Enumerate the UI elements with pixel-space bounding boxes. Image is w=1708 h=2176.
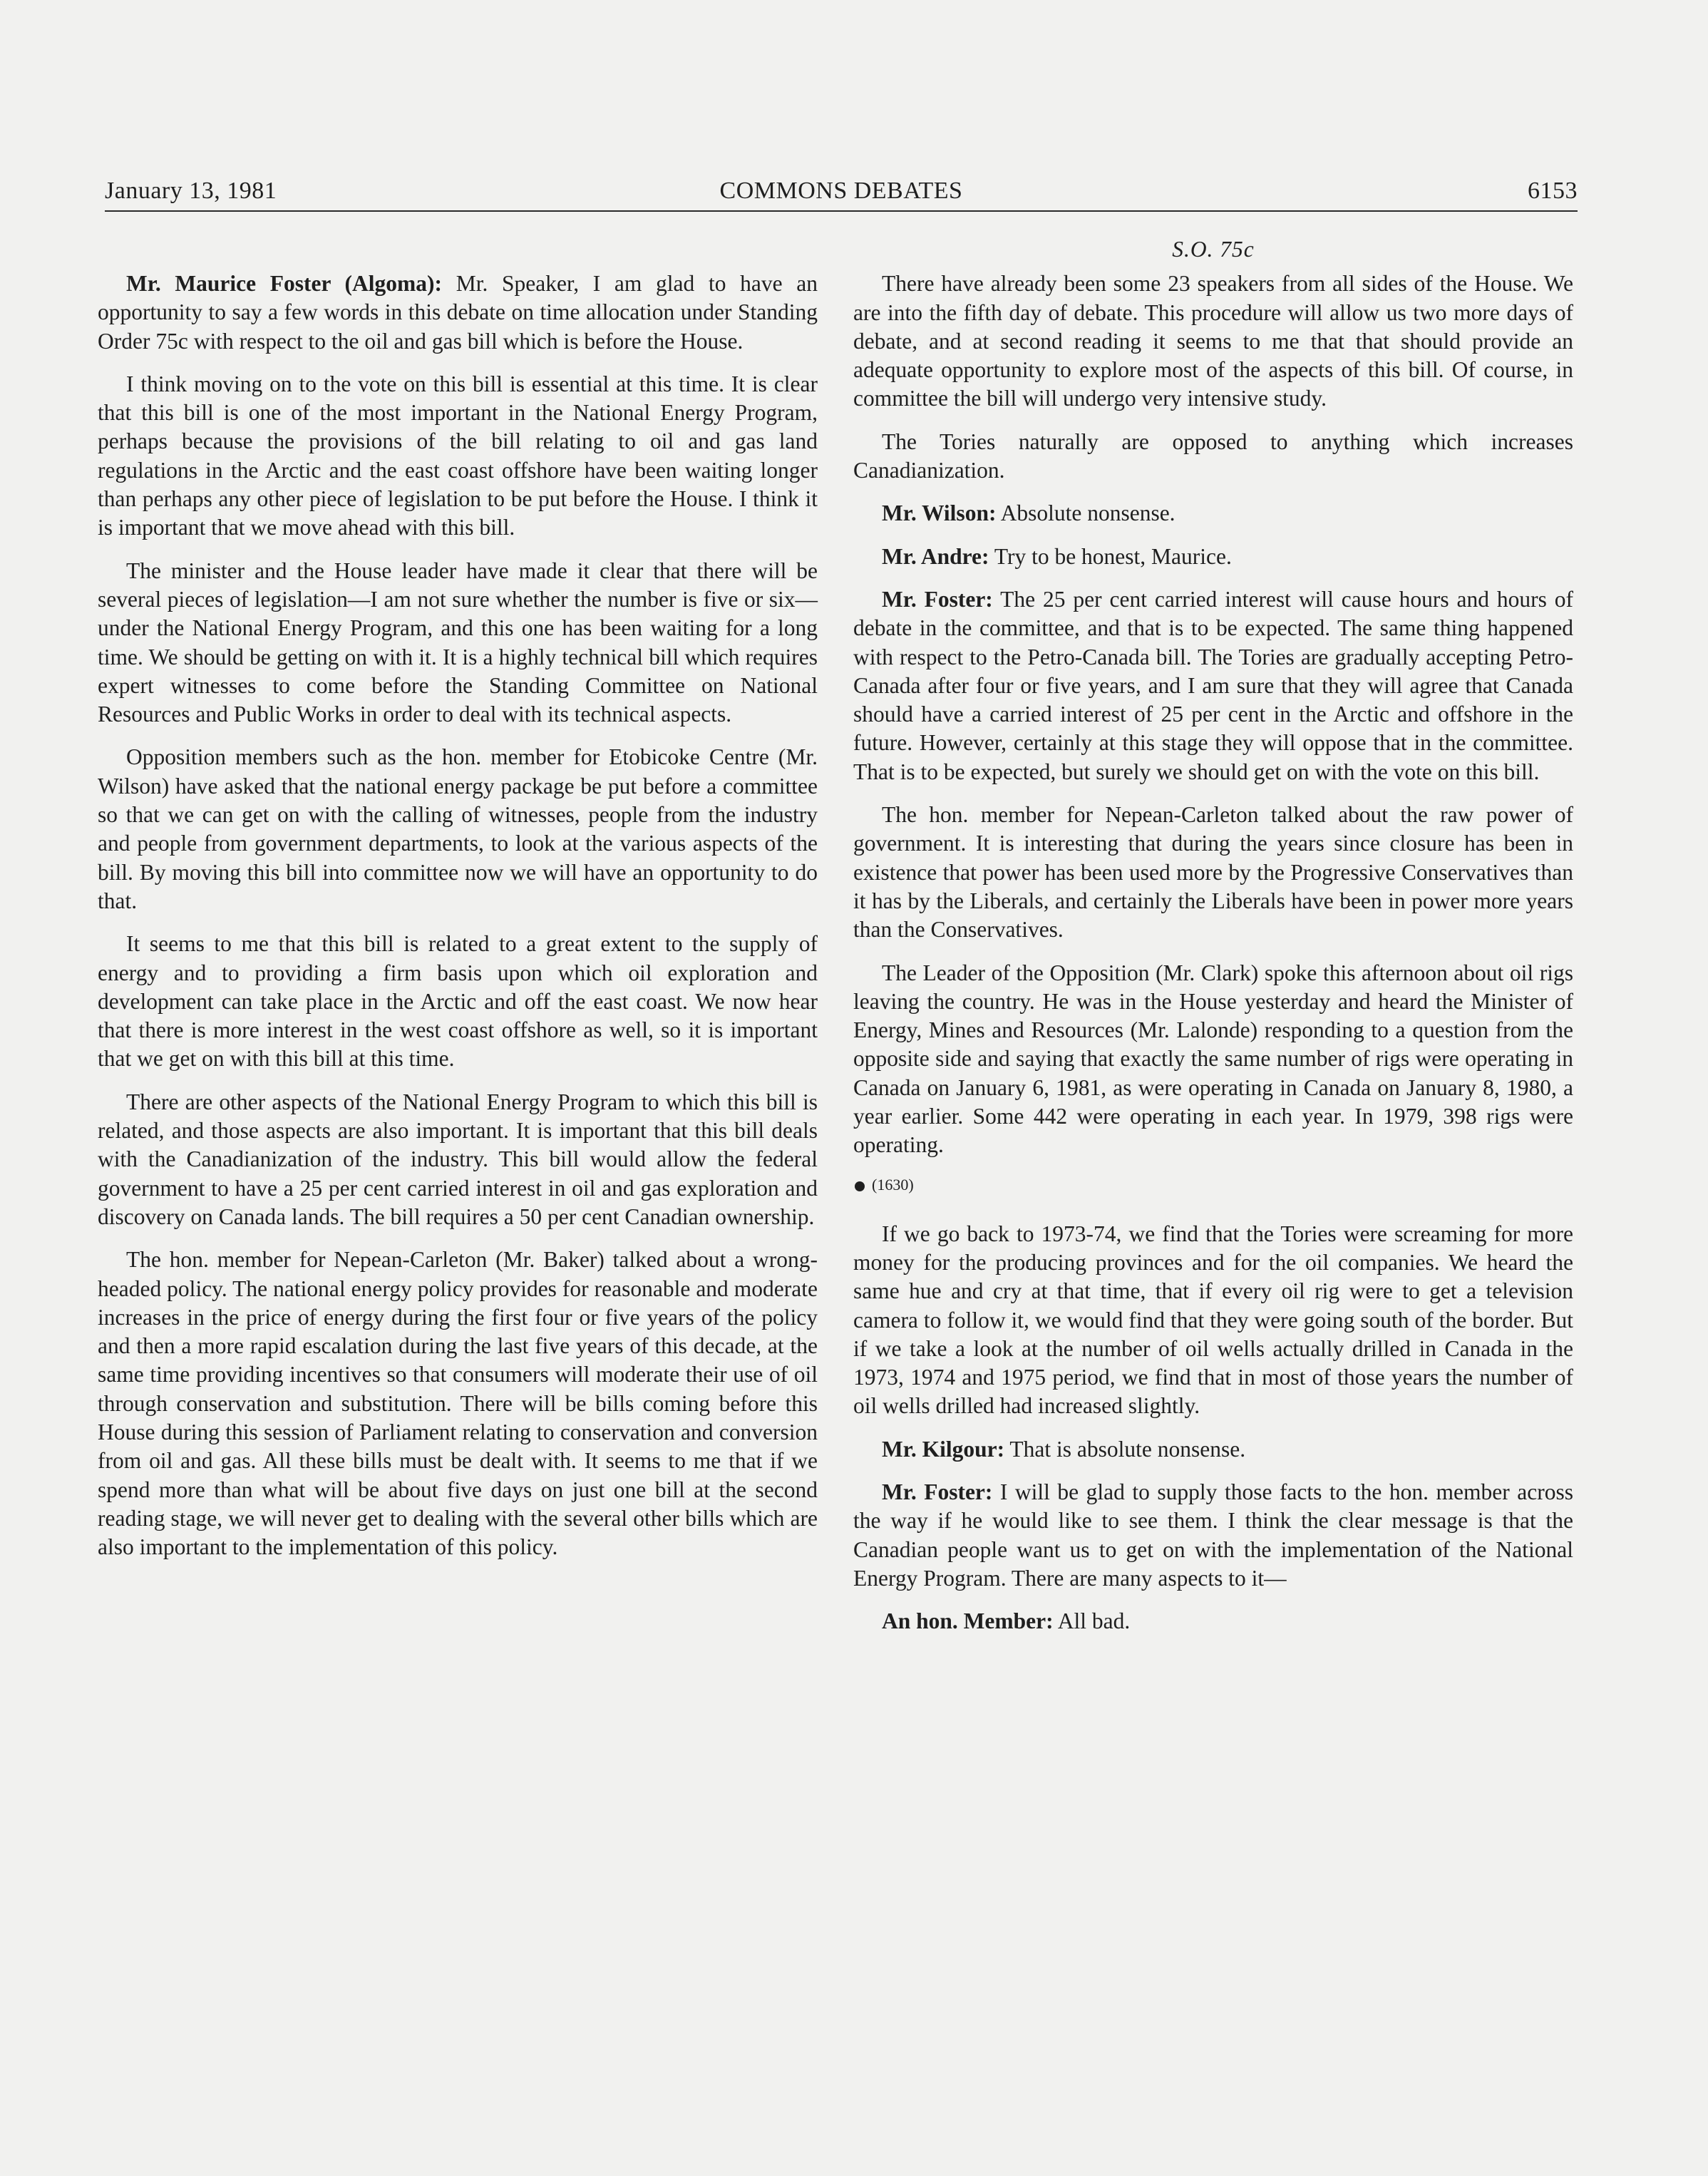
paragraph xyxy=(98,1246,818,1561)
timestamp-text: (1630) xyxy=(872,1175,914,1194)
paragraph-text: I think moving on to the vote on this bill is essential at this time. It is clear that this bill is one of the most important in the National Energy Program, perhaps because the provisions of the bill relating to oil and gas land regulations in the Arctic and the east coast offshore have been waiting longer than perhaps any other piece of legislation to be put before the House. I think it is important that we move ahead with this bill. xyxy=(98,371,818,540)
right-column xyxy=(853,235,1573,1650)
speaker-name: An hon. Member: xyxy=(882,1608,1054,1634)
right-paragraphs-after xyxy=(853,1220,1573,1636)
paragraph-text: The Tories naturally are opposed to anything which increases Canadianization. xyxy=(853,428,1573,483)
paragraph-text: That is absolute nonsense. xyxy=(1004,1436,1246,1462)
paragraph-text: Try to be honest, Maurice. xyxy=(989,543,1232,569)
speaker-name: Mr. Maurice Foster (Algoma): xyxy=(126,271,443,296)
paragraph-text: Absolute nonsense. xyxy=(996,501,1175,526)
paragraph-text: Mr. Speaker, I am glad to have an opportunity to say a few words in this debate on time allocation under Standing Order 75c with respect to the oil and gas bill which is before the House. xyxy=(98,271,818,354)
speaker-name: Mr. Foster: xyxy=(882,586,993,612)
paragraph-text: There are other aspects of the National Energy Program to which this bill is related, and those aspects are also important. It is important that this bill deals with the Canadianization of the industry. This bill would allow the federal government to have a 25 per cent carried interest in oil and gas exploration and discovery on Canada lands. The bill requires a 50 per cent Canadian ownership. xyxy=(98,1089,818,1229)
paragraph xyxy=(853,1607,1573,1636)
section-heading: S.O. 75c xyxy=(1172,237,1255,262)
paragraph xyxy=(98,930,818,1073)
paragraph-text: The minister and the House leader have made it clear that there will be several pieces of legislation—I am not sure whether the number is five or six—under the National Energy Program, and this one has been waiting for a long time. We should be getting on with it. It is a highly technical bill which requires expert witnesses to come before the Standing Committee on National Resources and Public Works in order to deal with its technical aspects. xyxy=(98,558,818,727)
timestamp-marker xyxy=(855,1174,1573,1196)
paragraph xyxy=(98,370,818,543)
paragraph xyxy=(853,428,1573,486)
paragraph xyxy=(853,1220,1573,1421)
bullet-icon xyxy=(855,1181,865,1191)
speaker-name: Mr. Kilgour: xyxy=(882,1436,1005,1462)
header-date: January 13, 1981 xyxy=(105,178,277,204)
paragraph xyxy=(853,1435,1573,1464)
paragraph-text: The hon. member for Nepean-Carleton talked about the raw power of government. It is interesting that during the years since closure has been in existence that power has been used more by the Progressive Conservatives than it has by the Liberals, and certainly the Liberals have been in power more years than the Conservatives. xyxy=(853,802,1573,943)
paragraph-text: There have already been some 23 speakers from all sides of the House. We are into the fifth day of debate. This procedure will allow us two more days of debate, and at second reading it seems to me that that should provide an adequate opportunity to explore most of the aspects of this bill. Of course, in committee the bill will undergo very intensive study. xyxy=(853,271,1573,411)
header-page-number: 6153 xyxy=(1528,178,1578,204)
right-paragraphs-before xyxy=(853,270,1573,1159)
paragraph-text: The hon. member for Nepean-Carleton (Mr. Baker) talked about a wrong-headed policy. The national energy policy provides for reasonable and moderate increases in the price of energy during the first four or five years of the policy and then a more rapid escalation during the last five years of this decade, at the same time providing incentives so that consumers will moderate their use of oil through conservation and substitution. There will be bills coming before this House during this session of Parliament relating to conservation and conversion from oil and gas. All these bills must be dealt with. It seems to me that if we spend more than what will be about five days on just one bill at the second reading stage, we will never get to dealing with the several other bills which are also important to the implementation of this policy. xyxy=(98,1247,818,1560)
paragraph xyxy=(98,270,818,356)
paragraph xyxy=(853,543,1573,571)
paragraph-text: I will be glad to supply those facts to the hon. member across the way if he would like to see them. I think the clear message is that the Canadian people want us to get on with the implementation of the National Energy Program. There are many aspects to it— xyxy=(853,1479,1573,1591)
header-title: COMMONS DEBATES xyxy=(719,178,963,204)
paragraph-text: All bad. xyxy=(1053,1608,1131,1634)
paragraph-text: If we go back to 1973-74, we find that the Tories were screaming for more money for the producing provinces and for the oil companies. We heard the same hue and cry at that time, that if every oil rig were to get a television camera to follow it, we would find that they were going south of the border. But if we take a look at the number of oil wells actually drilled in Canada in the 1973, 1974 and 1975 period, we find that in most of those years the number of oil wells drilled had increased slightly. xyxy=(853,1221,1573,1419)
paragraph xyxy=(853,270,1573,413)
speaker-name: Mr. Wilson: xyxy=(882,501,997,526)
paragraph xyxy=(853,585,1573,786)
paragraph xyxy=(853,959,1573,1160)
speaker-name: Mr. Andre: xyxy=(882,543,989,569)
paragraph-text: The Leader of the Opposition (Mr. Clark) spoke this afternoon about oil rigs leaving the country. He was in the House yesterday and heard the Minister of Energy, Mines and Resources (Mr. Lalonde) responding to a question from the opposite side and saying that exactly the same number of rigs were operating in Canada on January 6, 1981, as were operating in Canada on January 8, 1980, a year earlier. Some 442 were operating in each year. In 1979, 398 rigs were operating. xyxy=(853,960,1573,1158)
paragraph xyxy=(98,557,818,729)
page-header xyxy=(105,175,1578,212)
paragraph xyxy=(853,801,1573,944)
paragraph-text: It seems to me that this bill is related to a great extent to the supply of energy and to providing a firm basis upon which oil exploration and development can take place in the Arctic and off the east coast. We now hear that there is more interest in the west coast offshore as well, so it is important that we get on with this bill at this time. xyxy=(98,931,818,1072)
paragraph xyxy=(853,499,1573,528)
paragraph-text: The 25 per cent carried interest will cause hours and hours of debate in the committee, and that is to be expected. The same thing happened with respect to the Petro-Canada bill. The Tories are gradually accepting Petro-Canada after four or five years, and I am sure that they will agree that Canada should have a carried interest of 25 per cent in the Arctic and offshore in the future. However, certainly at this stage they will oppose that in the committee. That is to be expected, but surely we should get on with the vote on this bill. xyxy=(853,586,1574,784)
paragraph xyxy=(853,1478,1573,1593)
left-column xyxy=(98,270,818,1576)
paragraph xyxy=(98,1088,818,1231)
speaker-name: Mr. Foster: xyxy=(882,1479,993,1504)
paragraph xyxy=(98,743,818,915)
paragraph-text: Opposition members such as the hon. member for Etobicoke Centre (Mr. Wilson) have asked that the national energy package be put before a committee so that we can get on with the calling of witnesses, people from the industry and people from government departments, to look at the various aspects of the bill. By moving this bill into committee now we will have an opportunity to do that. xyxy=(98,744,818,913)
